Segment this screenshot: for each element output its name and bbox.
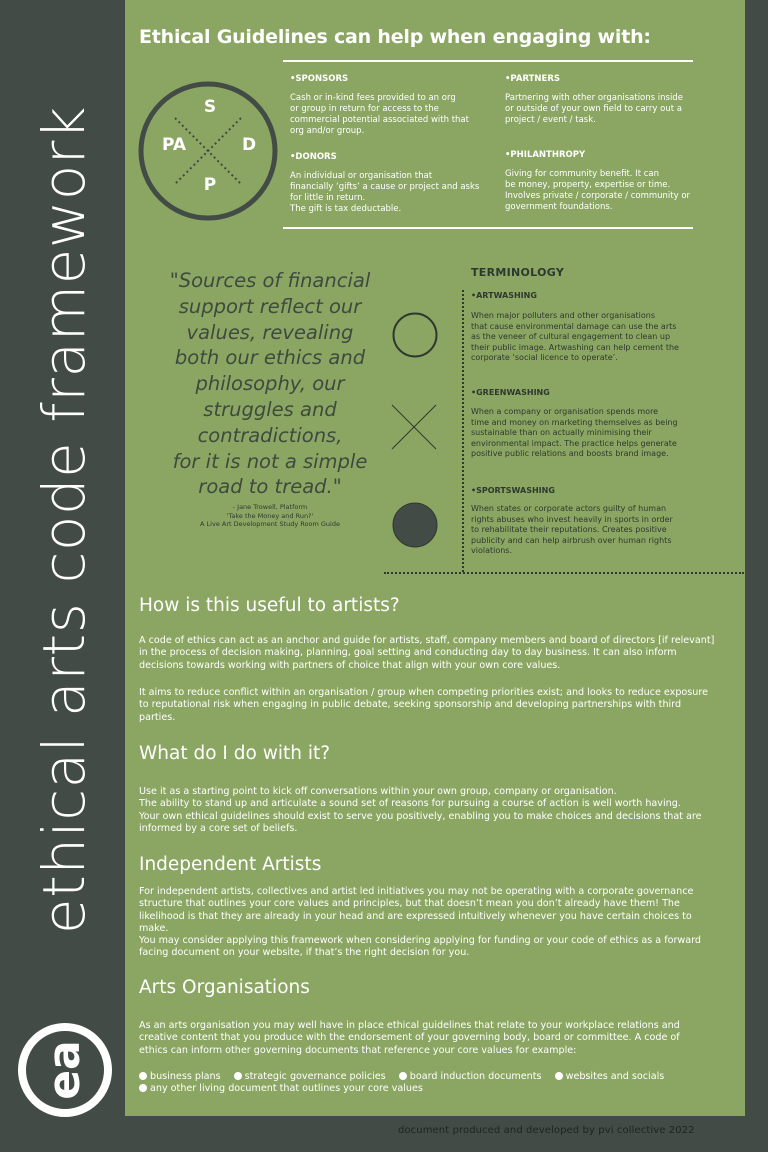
donors-label: •DONORS: [290, 152, 337, 162]
orgs-heading: Arts Organisations: [139, 977, 310, 998]
artwashing-block: [471, 291, 711, 364]
sportswashing-text: When states or corporate actors guilty of human rights abuses who invest heavily in sports in order to rehabilitate their reputations. Creates positive publicity and can help airbrush over human rights violations.: [471, 504, 673, 555]
bottom-divider: [283, 227, 693, 229]
filled-circle-icon: [390, 500, 440, 550]
greenwashing-block: [471, 388, 711, 460]
greenwashing-text: When a company or organisation spends more time and money on marketing themselves as being sustainable than on actually minimising their environmental impact. The practice helps generate positive public relations and boosts brand image.: [471, 407, 678, 458]
list-item: board induction documents: [399, 1071, 542, 1083]
list-item: strategic governance policies: [234, 1071, 386, 1083]
bullet-icon: [555, 1072, 563, 1080]
sponsors-block: [290, 74, 490, 137]
whatdo-heading: What do I do with it?: [139, 743, 331, 764]
terminology-divider: [462, 290, 464, 572]
diagram-label-right: D: [241, 135, 257, 155]
diagram-label-top: S: [203, 97, 217, 117]
diagram-label-bottom: P: [203, 175, 217, 195]
philanthropy-text: Giving for community benefit. It can be money, property, expertise or time. Involves private / corporate / community or government foundations.: [505, 169, 691, 212]
donors-block: [290, 152, 500, 215]
artwashing-text: When major polluters and other organisations that cause environmental damage can use the arts as the veneer of cultural engagement to clean up their public image. Artwashing can help cement the corporate ‘social licence to operate’.: [471, 311, 679, 362]
cross-icon: [389, 402, 439, 452]
list-item: business plans: [139, 1071, 221, 1083]
logo-text: ea: [39, 1040, 90, 1100]
main-heading: Ethical Guidelines can help when engaging with:: [139, 26, 651, 48]
orgs-bullet-list: [139, 1071, 739, 1096]
section-dotted-divider: [384, 572, 744, 574]
content-panel: [125, 0, 745, 1116]
partners-label: •PARTNERS: [505, 74, 561, 84]
useful-heading: How is this useful to artists?: [139, 595, 400, 616]
partners-text: Partnering with other organisations inside or outside of your own field to carry out a project / event / task.: [505, 93, 683, 125]
philanthropy-block: [505, 150, 725, 213]
independent-heading: Independent Artists: [139, 854, 322, 875]
orgs-paragraph: As an arts organisation you may well have in place ethical guidelines that relate to your workplace relations and creative content that you produce with the endorsement of your governing body, board or committee. A code of ethics can inform other governing documents that reference your core values for example:: [139, 1020, 680, 1056]
sportswashing-label: •SPORTSWASHING: [471, 486, 555, 495]
list-item: websites and socials: [555, 1071, 665, 1083]
bullet-icon: [234, 1072, 242, 1080]
donors-text: An individual or organisation that financially ‘gifts’ a cause or project and asks for little in return. The gift is tax deductable.: [290, 171, 480, 214]
bullet-icon: [139, 1084, 147, 1092]
side-title: ethical arts code framework: [30, 105, 98, 935]
bullet-icon: [399, 1072, 407, 1080]
useful-paragraph-1: A code of ethics can act as an anchor and guide for artists, staff, company members and board of directors [if relevant] in the process of decision making, planning, goal setting and conducting day to day business. It can also inform decisions towards working with partners of choice that align with your own core values.: [139, 635, 715, 671]
useful-paragraph-2: It aims to reduce conflict within an organisation / group when competing priorities exist; and looks to reduce exposure to reputational risk when engaging in public debate, seeking sponsorship and developing partnerships with third parties.: [139, 687, 708, 723]
partners-block: [505, 74, 725, 126]
sponsors-label: •SPONSORS: [290, 74, 349, 84]
circle-outline-icon: [391, 311, 439, 359]
ea-logo-icon: [17, 1022, 113, 1118]
list-item: any other living document that outlines your core values: [139, 1083, 423, 1095]
top-divider: [283, 60, 693, 62]
greenwashing-label: •GREENWASHING: [471, 388, 550, 397]
diagram-label-left: PA: [161, 135, 187, 155]
engagement-diagram: [137, 80, 279, 222]
bullet-icon: [139, 1072, 147, 1080]
sponsors-text: Cash or in-kind fees provided to an org or group in return for access to the commercial potential associated with that org and/or group.: [290, 93, 469, 136]
terminology-heading: TERMINOLOGY: [471, 266, 565, 279]
artwashing-label: •ARTWASHING: [471, 291, 537, 300]
footer-credit: document produced and developed by pvi collective 2022: [398, 1125, 695, 1136]
sportswashing-block: [471, 486, 711, 557]
philanthropy-label: •PHILANTHROPY: [505, 150, 586, 160]
pull-quote: "Sources of financial support reflect our values, revealing both our ethics and philosophy, our struggles and contradictions, for it is not a simple road to tread.": [169, 269, 371, 499]
whatdo-paragraph: Use it as a starting point to kick off conversations within your own group, company or organisation. The ability to stand up and articulate a sound set of reasons for pursuing a course of action is well worth having. Your own ethical guidelines should exist to serve you positively, enabling you to make choices and decisions that are informed by a core set of beliefs.: [139, 786, 702, 834]
independent-paragraph: For independent artists, collectives and artist led initiatives you may not be operating with a corporate governance structure that outlines your core values and principles, but that doesn’t mean you don’t already have them! The likelihood is that they are already in your head and are expressed intuitively whenever you have certain choices to make. You may consider applying this framework when considering applying for funding or your code of ethics as a forward facing document on your website, if that’s the right decision for you.: [139, 886, 702, 959]
quote-source: - Jane Trowell, Platform 'Take the Money and Run?' A Live Art Development Study Room Guide: [200, 503, 340, 528]
